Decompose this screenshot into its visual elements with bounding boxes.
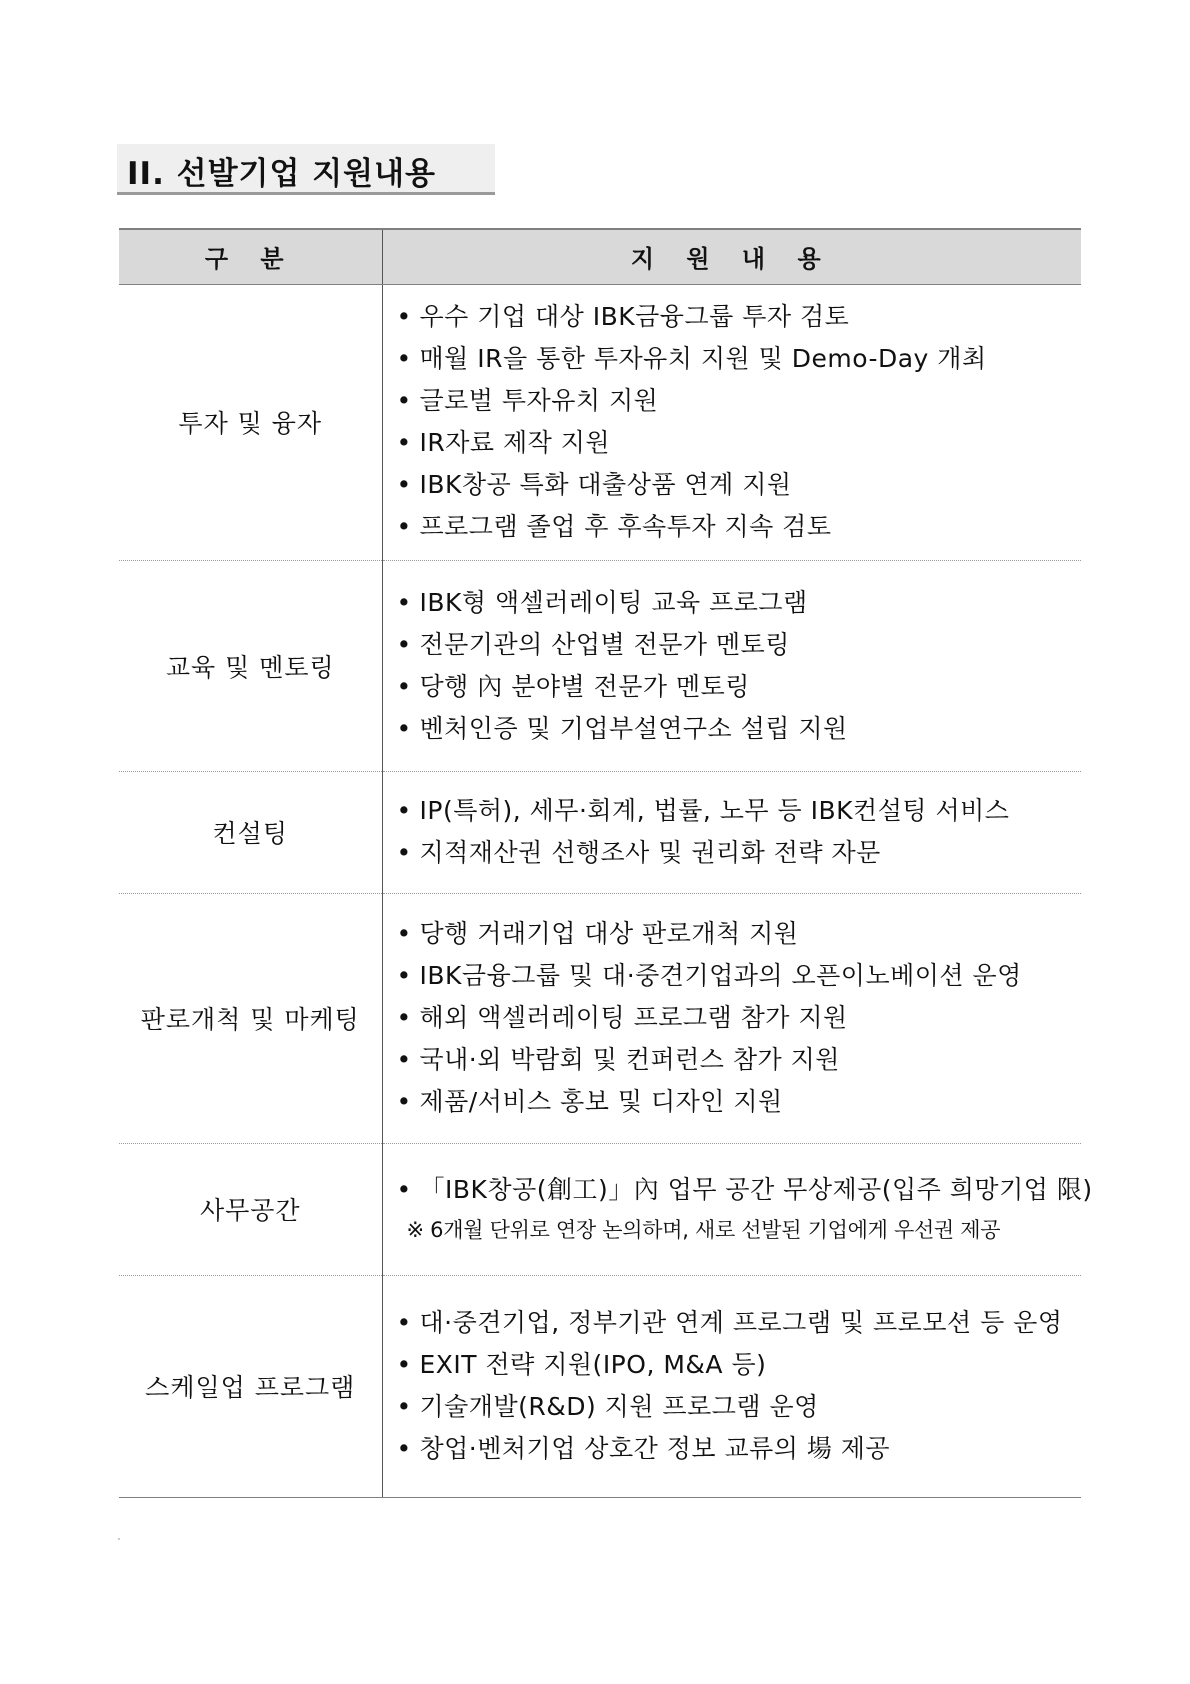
list-item: • IBK창공 특화 대출상품 연계 지원 [395,464,1082,506]
list-item: • 프로그램 졸업 후 후속투자 지속 검토 [395,506,1082,548]
list-item: • 매월 IR을 통한 투자유치 지원 및 Demo-Day 개최 [395,338,1082,380]
row-category: 교육 및 멘토링 [119,560,382,771]
row-content [382,1275,1081,1497]
table-row [119,1275,1081,1497]
row-category: 스케일업 프로그램 [119,1275,382,1497]
list-item: • 글로벌 투자유치 지원 [395,380,1082,422]
support-list [383,582,1082,750]
page-mark [118,1538,120,1540]
list-item: • 지적재산권 선행조사 및 권리화 전략 자문 [395,832,1082,874]
support-list [383,913,1082,1123]
table-row [119,284,1081,560]
support-list [383,296,1082,548]
header-category: 구 분 [119,229,382,284]
row-content [382,560,1081,771]
table-row [119,771,1081,893]
list-item: • 해외 액셀러레이팅 프로그램 참가 지원 [395,997,1082,1039]
list-item: • 기술개발(R&D) 지원 프로그램 운영 [395,1386,1082,1428]
section-title-box [117,144,495,195]
list-item: • 당행 거래기업 대상 판로개척 지원 [395,913,1082,955]
list-item: • 국내·외 박람회 및 컨퍼런스 참가 지원 [395,1039,1082,1081]
list-item: • IP(특허), 세무·회계, 법률, 노무 등 IBK컨설팅 서비스 [395,790,1082,832]
list-item: • IBK형 액셀러레이팅 교육 프로그램 [395,582,1082,624]
list-item: • 전문기관의 산업별 전문가 멘토링 [395,624,1082,666]
list-item: • 벤처인증 및 기업부설연구소 설립 지원 [395,708,1082,750]
header-content: 지 원 내 용 [382,229,1081,284]
row-category: 투자 및 융자 [119,284,382,560]
row-content [382,893,1081,1143]
list-item: • EXIT 전략 지원(IPO, M&A 등) [395,1344,1082,1386]
row-category: 판로개척 및 마케팅 [119,893,382,1143]
list-item: • IBK금융그룹 및 대·중견기업과의 오픈이노베이션 운영 [395,955,1082,997]
table-header-row [119,229,1081,284]
office-note: ※ 6개월 단위로 연장 논의하며, 새로 선발된 기업에게 우선권 제공 [406,1218,1001,1242]
support-table [119,228,1093,1498]
row-content [382,1143,1093,1275]
list-item: • 제품/서비스 홍보 및 디자인 지원 [395,1081,1082,1123]
list-item: • 창업·벤처기업 상호간 정보 교류의 場 제공 [395,1428,1082,1470]
support-list [383,1302,1082,1470]
row-content [382,284,1081,560]
list-item: • IR자료 제작 지원 [395,422,1082,464]
list-item: • 우수 기업 대상 IBK금융그룹 투자 검토 [395,296,1082,338]
row-category: 컨설팅 [119,771,382,893]
row-content [382,771,1081,893]
list-item: • 「IBK창공(創工)」內 업무 공간 무상제공(입주 희망기업 限) [395,1169,1082,1211]
table-row [119,1143,1081,1275]
table-row [119,893,1081,1143]
table-row [119,560,1081,771]
list-item: • 당행 內 분야별 전문가 멘토링 [395,666,1082,708]
row-category: 사무공간 [119,1143,382,1275]
list-item: • 대·중견기업, 정부기관 연계 프로그램 및 프로모션 등 운영 [395,1302,1082,1344]
support-list [383,790,1082,874]
support-list [383,1169,1093,1211]
section-title: II. 선발기업 지원내용 [127,156,436,192]
